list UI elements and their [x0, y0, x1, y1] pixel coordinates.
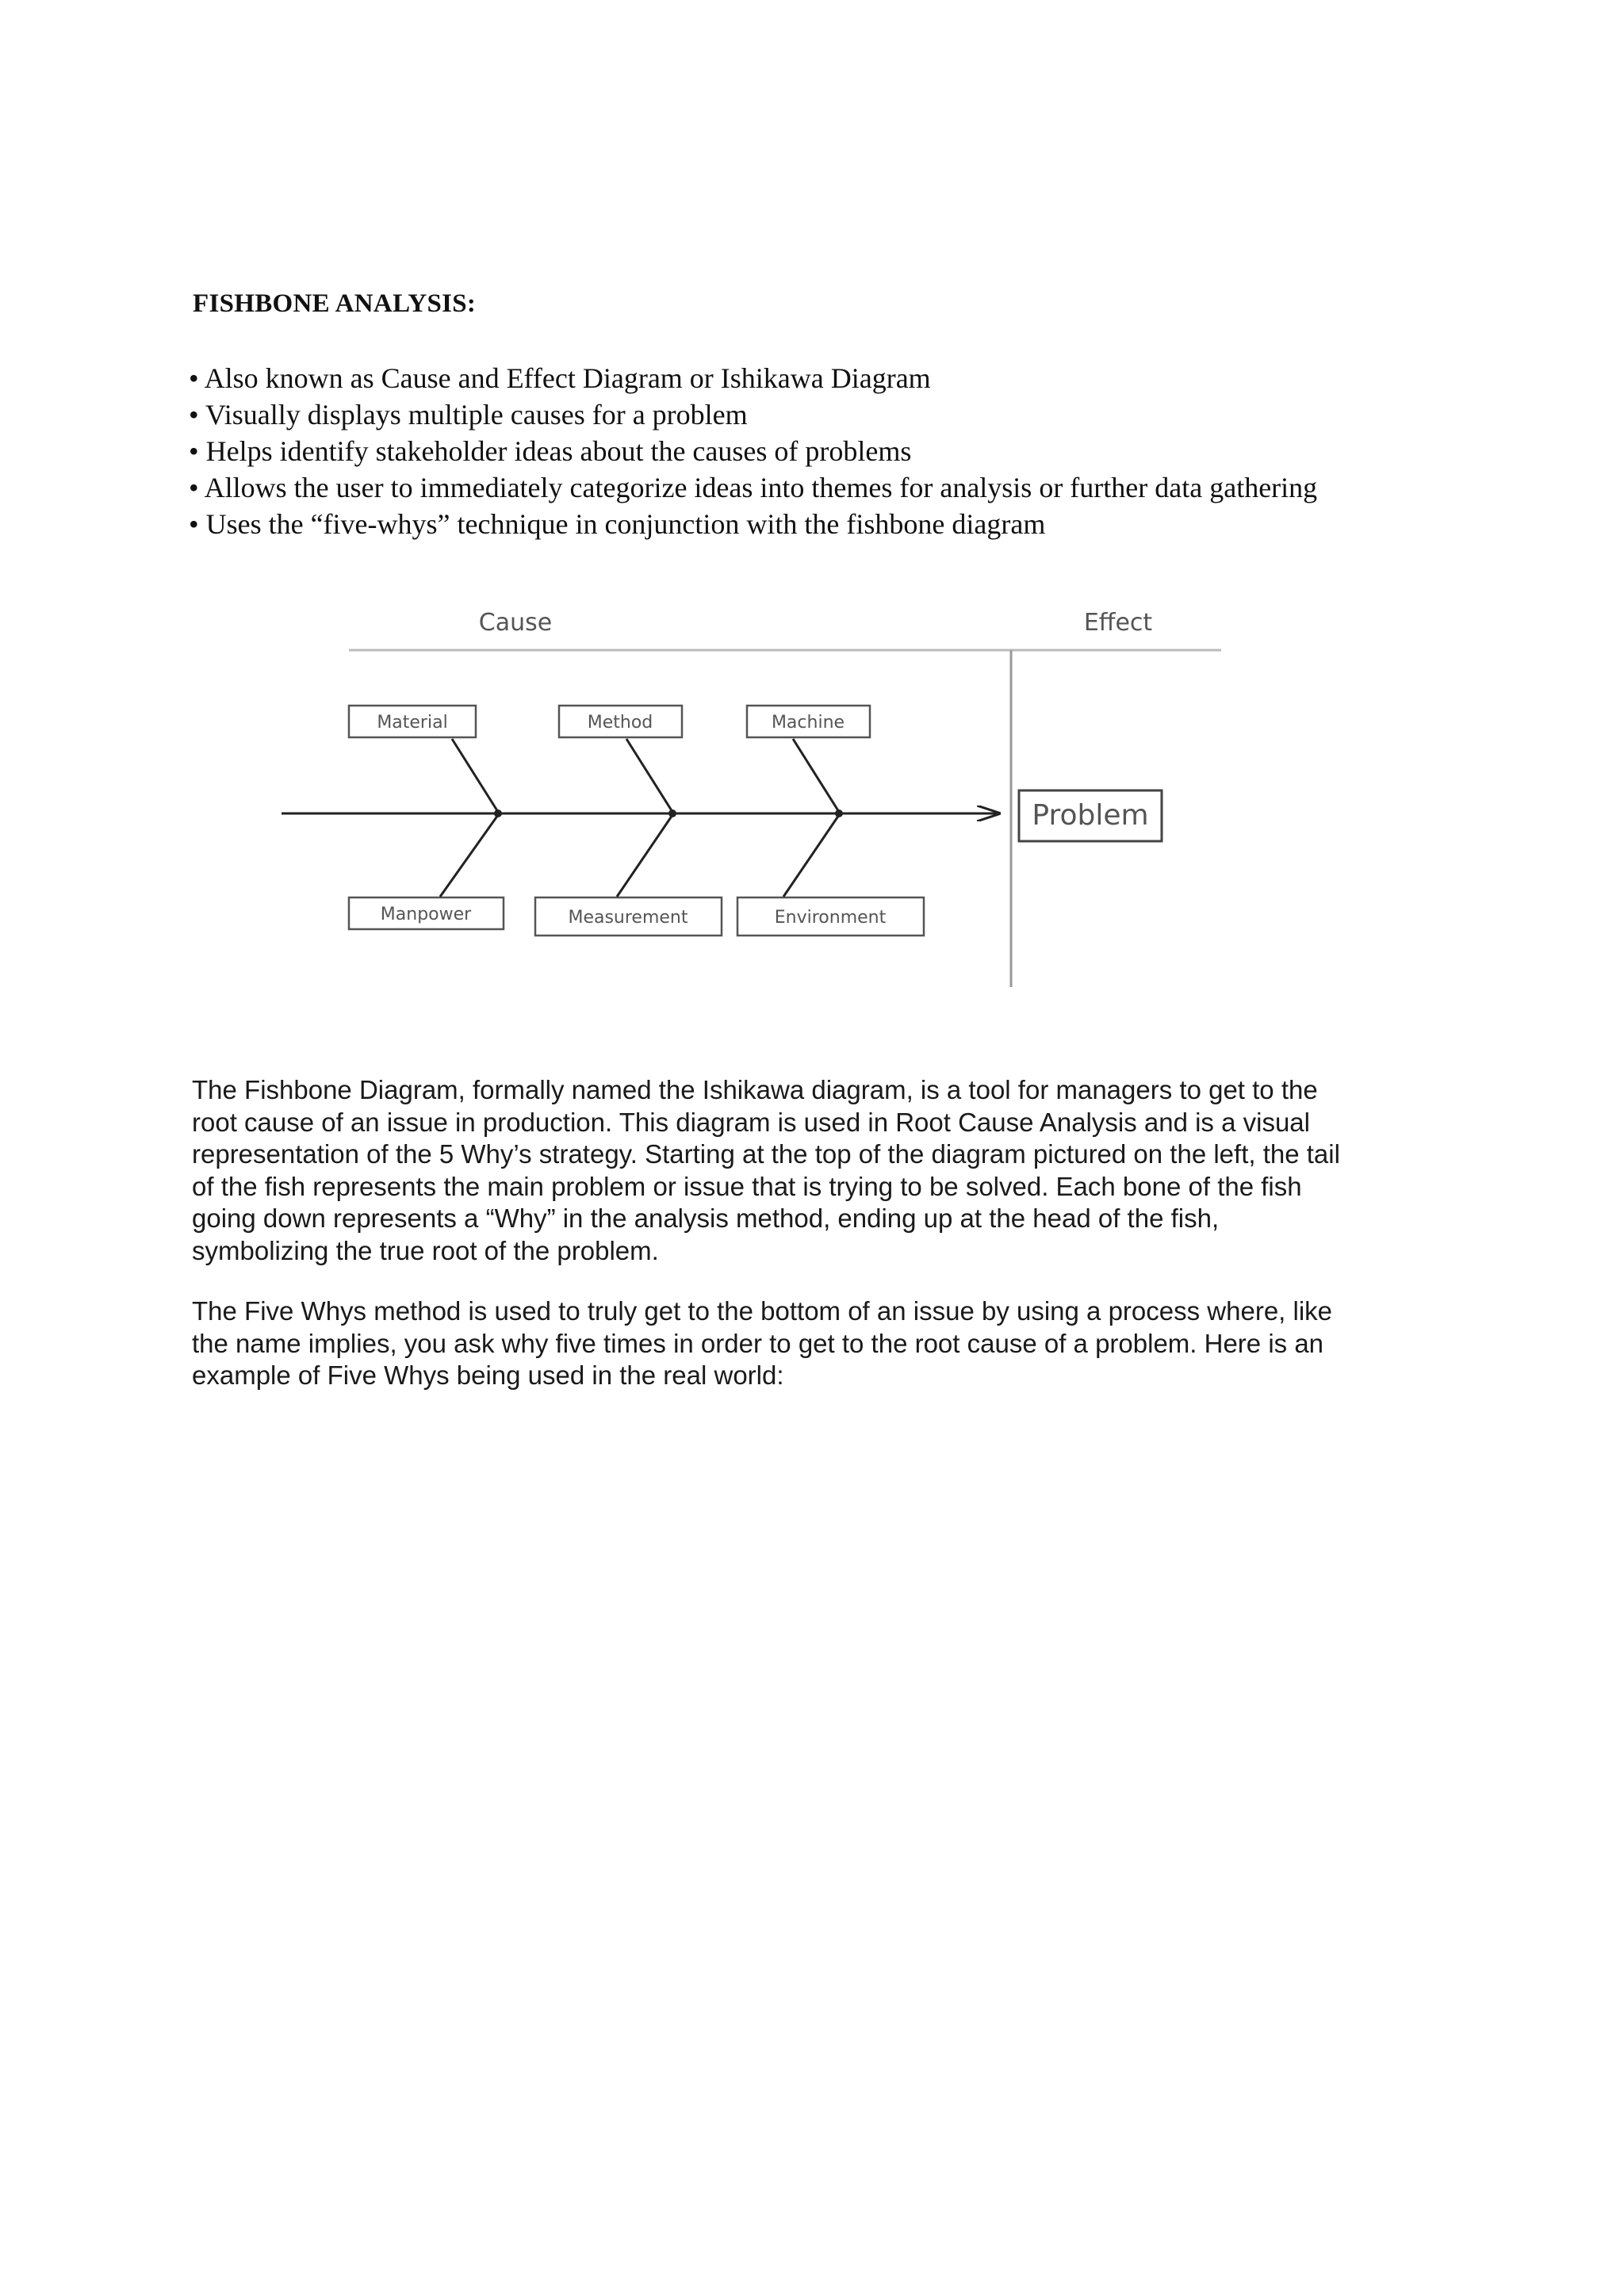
- paragraph-fishbone: [192, 1074, 1445, 1267]
- paragraph-line: the name implies, you ask why five times in order to get to the root cause of a problem. Here is an: [192, 1328, 1324, 1358]
- paragraph-line: symbolizing the true root of the problem.: [192, 1235, 659, 1265]
- bone-method: [626, 739, 672, 812]
- bullet-item: • Uses the “five-whys” technique in conjunction with the fishbone diagram: [189, 508, 1046, 540]
- bone-machine: [793, 739, 839, 812]
- bone-material: [452, 739, 498, 812]
- cause-label-material: Material: [377, 713, 448, 733]
- bone-measurement: [617, 815, 672, 897]
- cause-label-method: Method: [587, 713, 653, 733]
- paragraph-line: example of Five Whys being used in the real world:: [192, 1360, 784, 1390]
- bullet-item: • Allows the user to immediately categorize ideas into themes for analysis or further data gathering: [189, 472, 1318, 503]
- bullet-list: [189, 360, 1317, 542]
- paragraph-line: going down represents a “Why” in the analysis method, ending up at the head of the fish,: [192, 1203, 1220, 1233]
- page-heading: FISHBONE ANALYSIS:: [193, 289, 477, 318]
- paragraph-line: The Fishbone Diagram, formally named the Ishikawa diagram, is a tool for managers to get to the: [192, 1075, 1318, 1104]
- cause-label-machine: Machine: [771, 713, 845, 733]
- paragraph-five-whys: [192, 1295, 1445, 1392]
- cause-header: Cause: [478, 609, 553, 637]
- bullet-item: • Also known as Cause and Effect Diagram or Ishikawa Diagram: [189, 362, 931, 394]
- junction-dot: [494, 809, 502, 817]
- effect-header: Effect: [1083, 609, 1153, 637]
- problem-label: Problem: [1032, 799, 1149, 832]
- paragraph-line: The Five Whys method is used to truly get to the bottom of an issue by using a process where, like: [192, 1296, 1333, 1326]
- paragraph-line: of the fish represents the main problem or issue that is trying to be solved. Each bone of the fish: [192, 1171, 1302, 1201]
- junction-dot: [668, 809, 676, 817]
- bullet-item: • Helps identify stakeholder ideas about the causes of problems: [189, 435, 912, 467]
- junction-dot: [835, 809, 843, 817]
- cause-label-environment: Environment: [774, 908, 887, 928]
- paragraph-line: root cause of an issue in production. This diagram is used in Root Cause Analysis and is a visual: [192, 1107, 1310, 1137]
- cause-label-measurement: Measurement: [568, 908, 688, 928]
- bullet-item: • Visually displays multiple causes for a problem: [189, 399, 748, 430]
- bone-environment: [783, 815, 839, 897]
- bone-manpower: [440, 815, 498, 897]
- paragraph-line: representation of the 5 Why’s strategy. Starting at the top of the diagram pictured on the left, the tail: [192, 1139, 1340, 1169]
- cause-label-manpower: Manpower: [380, 905, 472, 924]
- fishbone-diagram: [262, 595, 1237, 1007]
